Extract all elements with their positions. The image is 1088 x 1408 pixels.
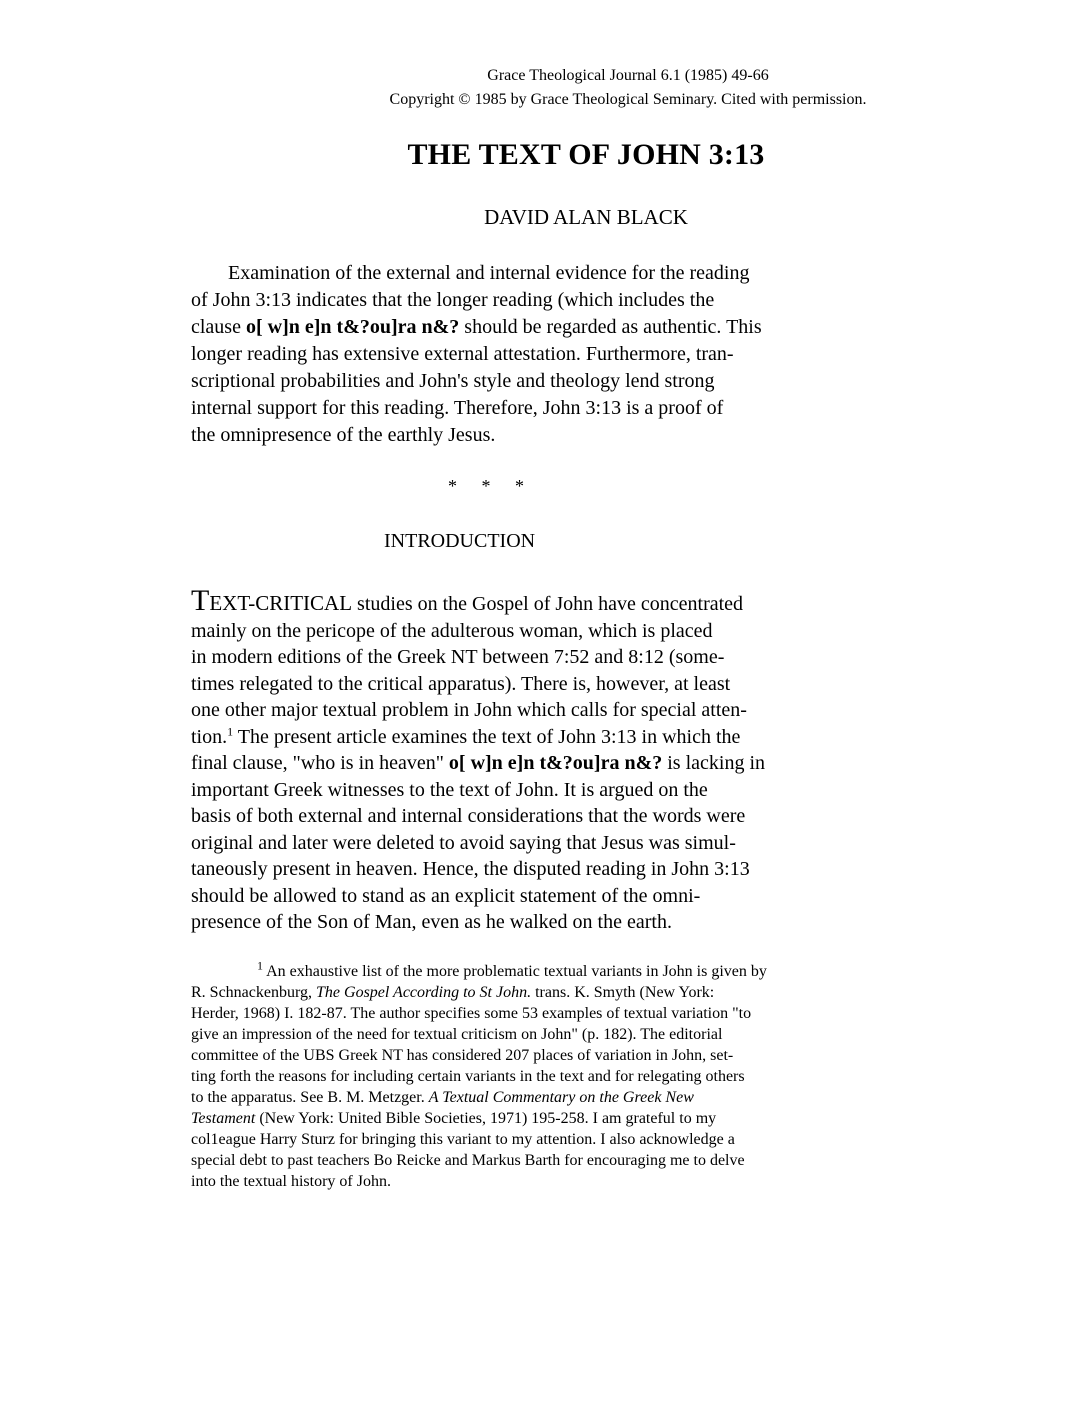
footnote-text: to the apparatus. See B. M. Metzger. [191,1089,429,1106]
body-line: basis of both external and internal considerations that the words were [191,805,746,827]
body-text: The present article examines the text of John 3:13 in which the [233,725,741,748]
body-line: one other major textual problem in John which calls for special atten- [191,699,747,721]
abstract-text: clause [191,316,246,338]
body-text: is lacking in [662,752,765,774]
abstract-line [191,314,841,341]
footnote-line [191,1108,891,1129]
body-text: studies on the Gospel of John have concentrated [352,593,744,615]
book-title: Testament [191,1110,256,1127]
footnote-line: give an impression of the need for textual criticism on John" (p. 182). The editorial [191,1026,723,1043]
body-line: original and later were deleted to avoid saying that Jesus was simul- [191,831,736,854]
greek-clause: o[ w]n e]n t&?ou]ra n&? [448,752,663,774]
footnote-line: ting forth the reasons for including certain variants in the text and for relegating others [191,1068,745,1085]
footnote-line [191,958,891,982]
footnote-text: R. Schnackenburg, [191,984,317,1001]
footnote-marker: 1 [257,958,263,973]
body-line: mainly on the pericope of the adulterous woman, which is placed [191,619,713,642]
greek-clause: o[ w]n e]n t&?ou]ra n&? [245,316,460,338]
abstract-line: scriptional probabilities and John's style and theology lend strong [191,370,715,392]
footnote-reference[interactable]: 1 [227,723,234,738]
body-line [191,750,851,777]
footnote-line: Herder, 1968) I. 182-87. The author specifies some 53 examples of textual variation "to [191,1005,752,1022]
section-heading: INTRODUCTION [384,530,536,552]
footnote-text: (New York: United Bible Societies, 1971) 195-258. I am grateful to my [255,1110,717,1127]
footnote [191,958,891,1192]
book-title: The Gospel According to St John. [316,984,532,1001]
body-paragraph [191,584,851,936]
body-text: final clause, "who is in heaven" [191,752,449,774]
footnote-line: into the textual history of John. [191,1173,391,1190]
abstract-line: internal support for this reading. Therefore, John 3:13 is a proof of [191,397,724,419]
abstract [191,260,841,449]
drop-cap: T [191,584,210,617]
body-line: important Greek witnesses to the text of John. It is argued on the [191,778,708,801]
footnote-line: special debt to past teachers Bo Reicke and Markus Barth for encouraging me to delve [191,1152,745,1169]
abstract-line: longer reading has extensive external attestation. Furthermore, tran- [191,343,734,365]
footnote-text: An exhaustive list of the more problematic textual variants in John is given by [263,963,767,980]
abstract-text: should be regarded as authentic. This [459,316,762,338]
body-line: presence of the Son of Man, even as he walked on the earth. [191,911,672,933]
small-caps-word: EXT-CRITICAL [209,591,353,615]
book-title: A Textual Commentary on the Greek New [428,1089,694,1106]
abstract-line: Examination of the external and internal evidence for the reading [228,262,750,284]
footnote-line: col1eague Harry Sturz for bringing this variant to my attention. I also acknowledge a [191,1131,735,1148]
abstract-line: of John 3:13 indicates that the longer reading (which includes the [191,289,715,311]
copyright-notice: Copyright © 1985 by Grace Theological Seminary. Cited with permission. [389,91,867,108]
footnote-text: trans. K. Smyth (New York: [531,984,715,1001]
footnote-line: committee of the UBS Greek NT has considered 207 places of variation in John, set- [191,1047,734,1064]
journal-citation: Grace Theological Journal 6.1 (1985) 49-66 [487,67,769,84]
footnote-line [191,1087,891,1108]
article-title: THE TEXT OF JOHN 3:13 [407,138,765,171]
footnote-line [191,982,891,1003]
section-divider: * * * [448,476,534,496]
body-line: times relegated to the critical apparatus). There is, however, at least [191,672,731,695]
body-line [191,724,851,751]
article-author: DAVID ALAN BLACK [484,205,688,229]
body-line: in modern editions of the Greek NT between 7:52 and 8:12 (some- [191,646,725,668]
body-text: tion. [191,725,228,748]
body-line: should be allowed to stand as an explicit statement of the omni- [191,884,701,907]
body-line: taneously present in heaven. Hence, the disputed reading in John 3:13 [191,858,750,880]
body-line [191,584,851,618]
abstract-line: the omnipresence of the earthly Jesus. [191,424,496,446]
